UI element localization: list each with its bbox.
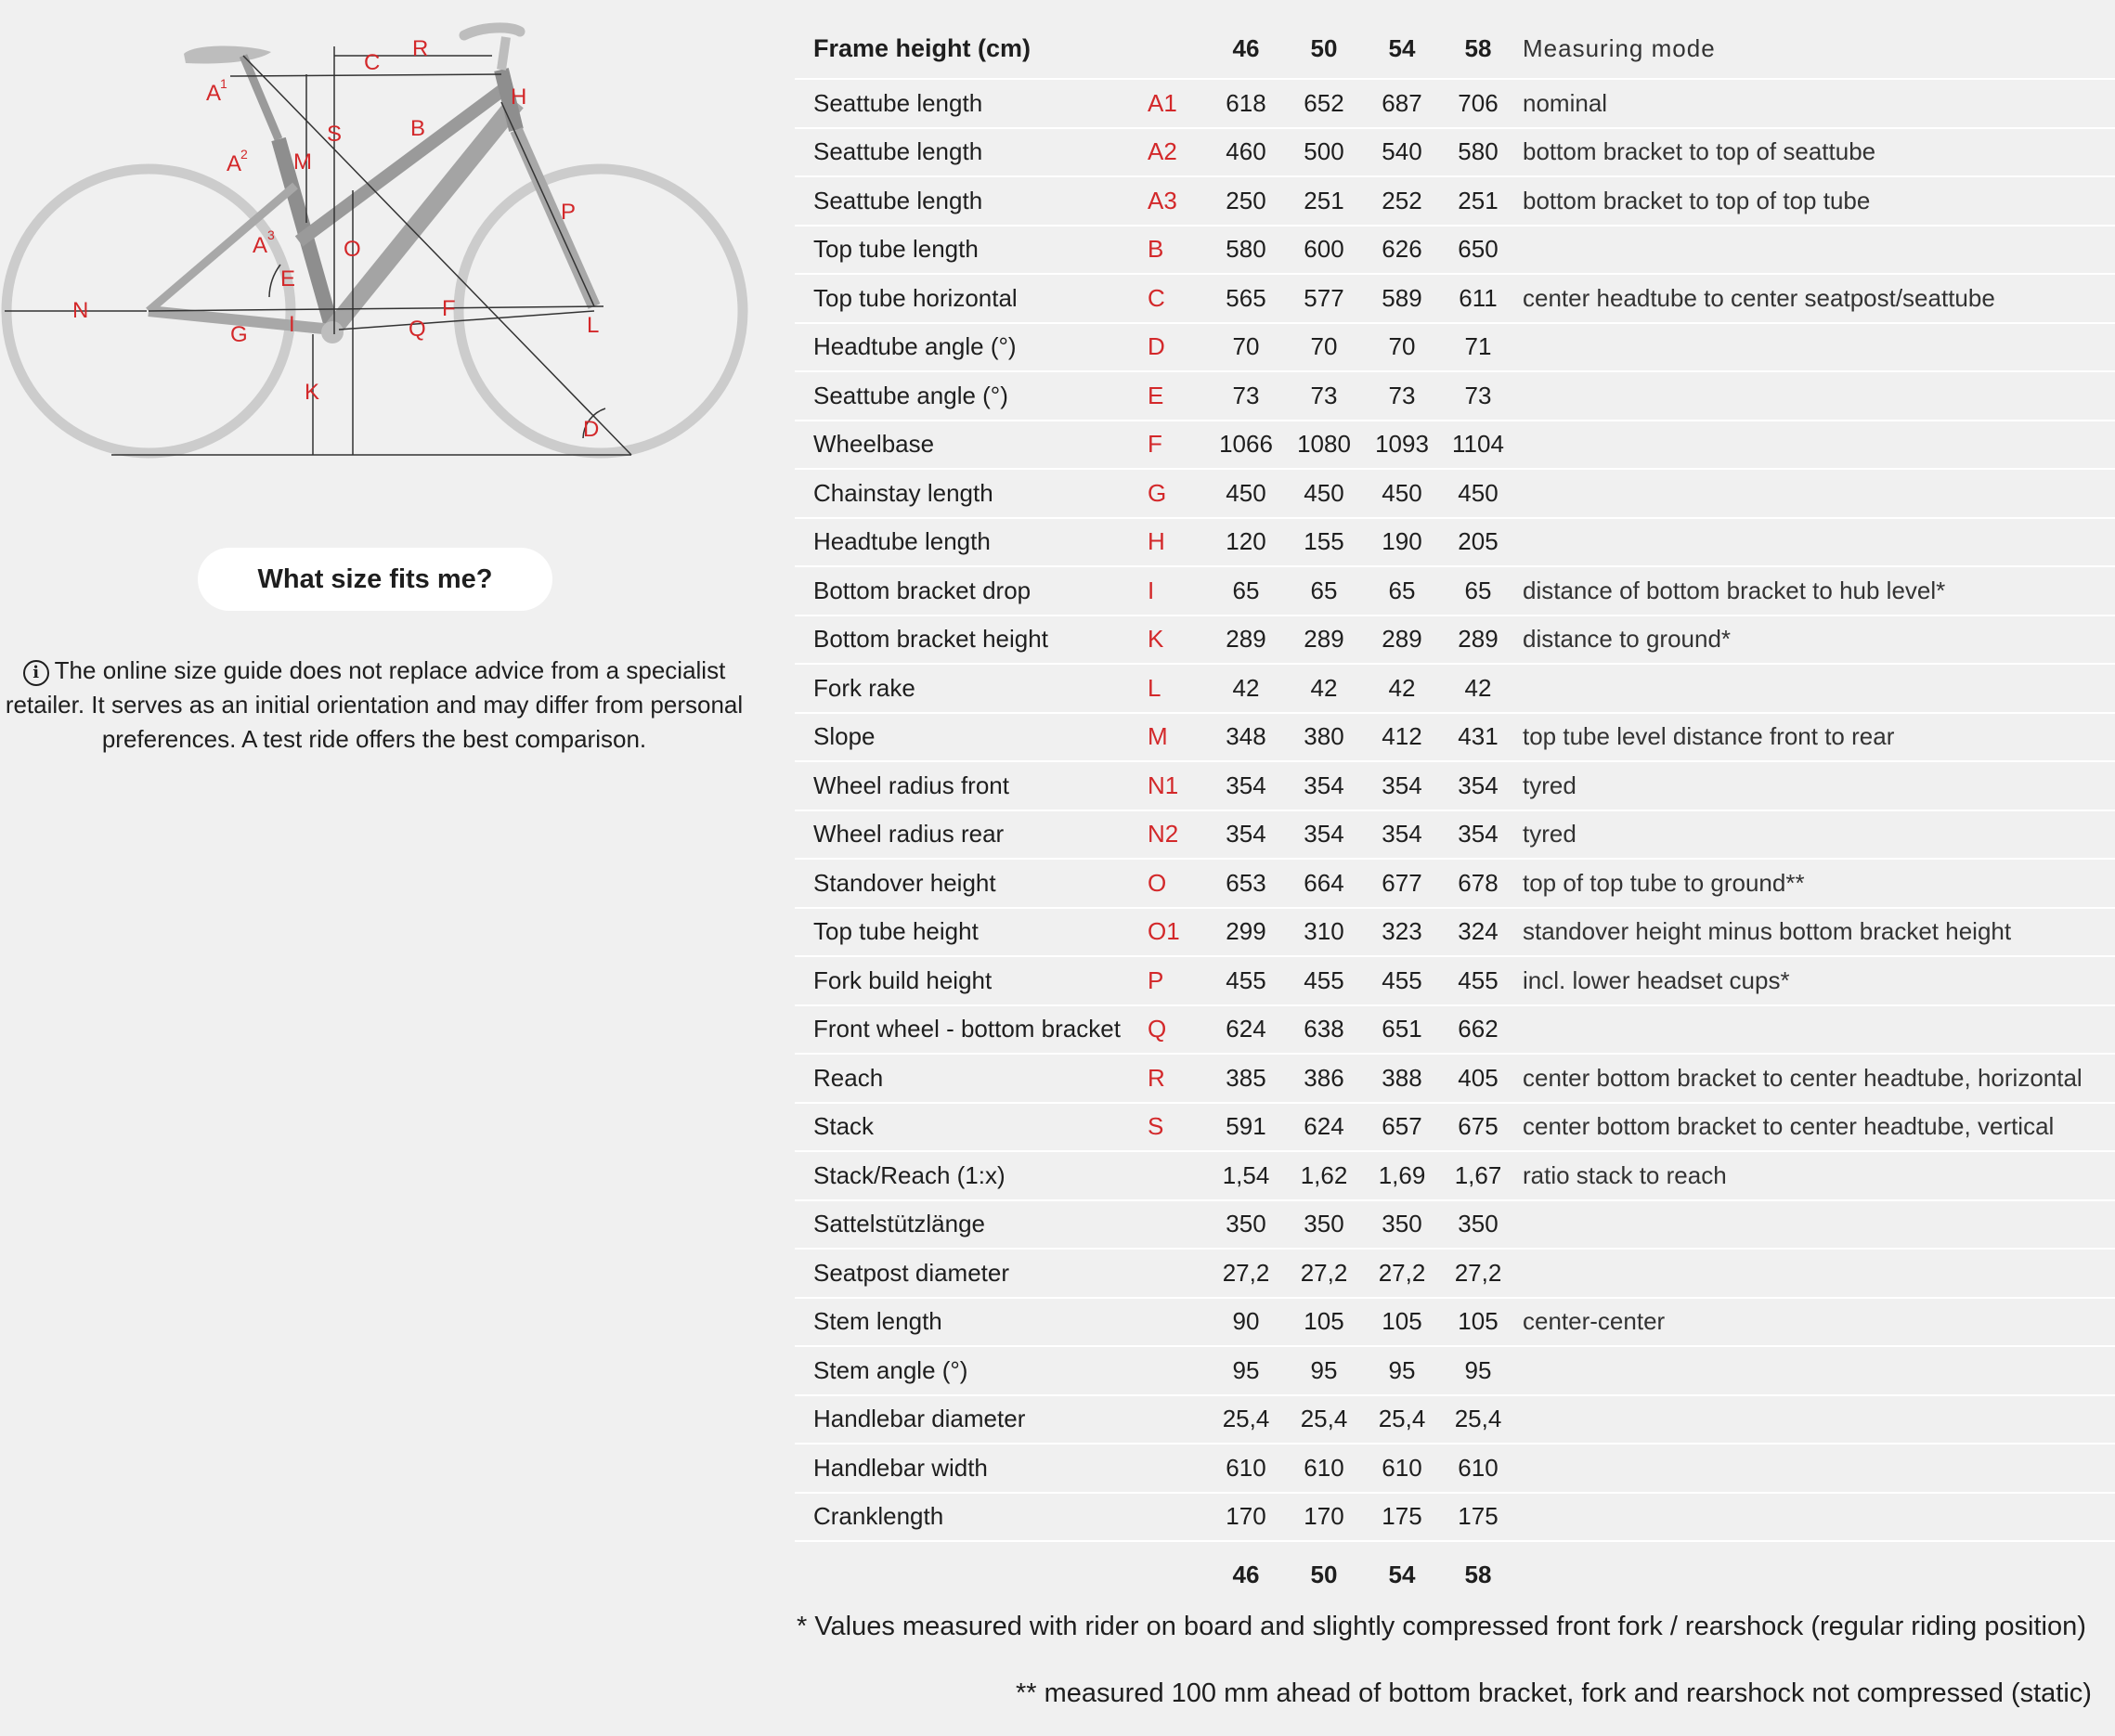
row-mode: tyred	[1515, 810, 2115, 860]
row-value: 120	[1207, 518, 1285, 567]
table-row	[795, 323, 2115, 372]
row-value: 324	[1441, 908, 1515, 957]
row-value: 42	[1363, 664, 1441, 713]
row-mode: center bottom bracket to center headtube, vertical	[1515, 1103, 2115, 1152]
row-value: 565	[1207, 274, 1285, 323]
row-code	[1148, 1298, 1207, 1347]
table-row	[795, 1249, 2115, 1298]
row-value: 289	[1363, 615, 1441, 665]
diagram-label: N	[72, 298, 89, 323]
size-footer: 50	[1285, 1541, 1363, 1607]
row-label: Fork build height	[795, 956, 1148, 1005]
row-value: 175	[1363, 1493, 1441, 1542]
row-value: 27,2	[1207, 1249, 1285, 1298]
row-value: 455	[1363, 956, 1441, 1005]
size-header: 46	[1232, 33, 1260, 62]
row-value: 1,62	[1285, 1151, 1363, 1200]
table-row	[795, 859, 2115, 908]
size-footer: 58	[1441, 1541, 1515, 1607]
row-value: 388	[1363, 1054, 1441, 1103]
row-value: 175	[1441, 1493, 1515, 1542]
diagram-label: M	[293, 149, 312, 175]
row-value: 105	[1363, 1298, 1441, 1347]
table-row	[795, 1054, 2115, 1103]
row-value: 1,69	[1363, 1151, 1441, 1200]
row-mode: bottom bracket to top of seattube	[1515, 128, 2115, 177]
row-code: E	[1148, 371, 1207, 421]
table-row	[795, 908, 2115, 957]
row-code	[1148, 1151, 1207, 1200]
row-value: 610	[1441, 1444, 1515, 1493]
row-mode	[1515, 226, 2115, 275]
diagram-label: 1	[220, 76, 227, 91]
row-code: G	[1148, 469, 1207, 518]
row-mode: distance to ground*	[1515, 615, 2115, 665]
row-value: 611	[1441, 274, 1515, 323]
row-value: 354	[1285, 810, 1363, 860]
row-mode	[1515, 1444, 2115, 1493]
row-code: L	[1148, 664, 1207, 713]
row-value: 354	[1207, 761, 1285, 810]
table-row	[795, 810, 2115, 860]
row-value: 289	[1207, 615, 1285, 665]
table-row	[795, 664, 2115, 713]
row-value: 252	[1363, 176, 1441, 226]
diagram-label: R	[412, 36, 429, 61]
geometry-table-header	[795, 19, 2115, 79]
row-value: 455	[1285, 956, 1363, 1005]
diagram-labels	[72, 36, 599, 442]
row-value: 626	[1363, 226, 1441, 275]
bike-geometry-diagram	[0, 0, 752, 473]
measuring-mode-header: Measuring mode	[1523, 33, 1716, 62]
row-code: A3	[1148, 176, 1207, 226]
table-row	[795, 761, 2115, 810]
row-label: Wheel radius front	[795, 761, 1148, 810]
diagram-label: A	[206, 81, 222, 106]
size-fit-button[interactable]: What size fits me?	[198, 548, 552, 611]
row-value: 354	[1363, 761, 1441, 810]
row-value: 450	[1285, 469, 1363, 518]
row-value: 65	[1441, 566, 1515, 615]
row-label: Top tube length	[795, 226, 1148, 275]
row-label: Seattube angle (°)	[795, 371, 1148, 421]
row-value: 412	[1363, 713, 1441, 762]
row-value: 170	[1207, 1493, 1285, 1542]
size-footer: 54	[1363, 1541, 1441, 1607]
row-mode	[1515, 1395, 2115, 1445]
row-value: 500	[1285, 128, 1363, 177]
table-row	[795, 226, 2115, 275]
row-value: 65	[1285, 566, 1363, 615]
row-value: 638	[1285, 1005, 1363, 1055]
row-value: 70	[1207, 323, 1285, 372]
table-row	[795, 566, 2115, 615]
geometry-table-footer	[795, 1541, 2115, 1607]
diagram-label: P	[561, 200, 577, 225]
row-value: 289	[1441, 615, 1515, 665]
row-value: 455	[1441, 956, 1515, 1005]
row-mode	[1515, 371, 2115, 421]
row-value: 71	[1441, 323, 1515, 372]
diagram-label: E	[280, 266, 296, 291]
row-value: 73	[1285, 371, 1363, 421]
row-value: 250	[1207, 176, 1285, 226]
bike-frame-drawing	[5, 28, 743, 455]
row-label: Top tube horizontal	[795, 274, 1148, 323]
row-mode: tyred	[1515, 761, 2115, 810]
row-value: 650	[1441, 226, 1515, 275]
row-code: N1	[1148, 761, 1207, 810]
row-code: H	[1148, 518, 1207, 567]
row-label: Bottom bracket height	[795, 615, 1148, 665]
diagram-label: S	[327, 122, 343, 147]
size-header: 54	[1388, 33, 1416, 62]
row-value: 591	[1207, 1103, 1285, 1152]
row-value: 678	[1441, 859, 1515, 908]
table-row	[795, 1395, 2115, 1445]
row-value: 354	[1207, 810, 1285, 860]
diagram-label: 2	[240, 147, 248, 162]
row-mode: bottom bracket to top of top tube	[1515, 176, 2115, 226]
diagram-label: 3	[267, 227, 275, 242]
row-value: 386	[1285, 1054, 1363, 1103]
row-value: 95	[1207, 1346, 1285, 1395]
row-value: 405	[1441, 1054, 1515, 1103]
row-value: 455	[1207, 956, 1285, 1005]
row-code	[1148, 1346, 1207, 1395]
row-label: Seatpost diameter	[795, 1249, 1148, 1298]
diagram-label: B	[410, 116, 426, 141]
row-code	[1148, 1395, 1207, 1445]
row-code: A2	[1148, 128, 1207, 177]
row-mode: center bottom bracket to center headtube, horizontal	[1515, 1054, 2115, 1103]
row-value: 580	[1441, 128, 1515, 177]
row-value: 27,2	[1363, 1249, 1441, 1298]
row-value: 350	[1285, 1200, 1363, 1250]
table-row	[795, 1103, 2115, 1152]
row-label: Stack/Reach (1:x)	[795, 1151, 1148, 1200]
row-code: P	[1148, 956, 1207, 1005]
row-value: 95	[1285, 1346, 1363, 1395]
row-value: 610	[1363, 1444, 1441, 1493]
diagram-label: L	[587, 313, 600, 338]
row-code: C	[1148, 274, 1207, 323]
row-value: 1093	[1363, 421, 1441, 470]
row-value: 431	[1441, 713, 1515, 762]
row-label: Seattube length	[795, 128, 1148, 177]
row-value: 205	[1441, 518, 1515, 567]
row-label: Handlebar width	[795, 1444, 1148, 1493]
geometry-table-body	[795, 79, 2115, 1541]
row-label: Top tube height	[795, 908, 1148, 957]
row-value: 600	[1285, 226, 1363, 275]
row-value: 450	[1441, 469, 1515, 518]
row-value: 27,2	[1285, 1249, 1363, 1298]
table-row	[795, 713, 2115, 762]
row-value: 687	[1363, 79, 1441, 128]
row-mode	[1515, 421, 2115, 470]
row-value: 348	[1207, 713, 1285, 762]
row-value: 105	[1441, 1298, 1515, 1347]
table-row	[795, 1005, 2115, 1055]
row-value: 354	[1441, 810, 1515, 860]
frame-height-header: Frame height (cm)	[813, 33, 1032, 62]
row-code: O1	[1148, 908, 1207, 957]
row-code: F	[1148, 421, 1207, 470]
row-code: O	[1148, 859, 1207, 908]
row-label: Wheelbase	[795, 421, 1148, 470]
row-mode: center-center	[1515, 1298, 2115, 1347]
row-value: 540	[1363, 128, 1441, 177]
table-row	[795, 956, 2115, 1005]
table-row	[795, 1200, 2115, 1250]
row-value: 70	[1363, 323, 1441, 372]
handlebar	[464, 28, 520, 35]
table-row	[795, 274, 2115, 323]
row-label: Wheel radius rear	[795, 810, 1148, 860]
row-value: 662	[1441, 1005, 1515, 1055]
row-value: 251	[1441, 176, 1515, 226]
table-row	[795, 1298, 2115, 1347]
table-row	[795, 1346, 2115, 1395]
row-label: Sattelstützlänge	[795, 1200, 1148, 1250]
row-mode	[1515, 1200, 2115, 1250]
row-value: 299	[1207, 908, 1285, 957]
row-value: 354	[1441, 761, 1515, 810]
size-header: 58	[1464, 33, 1492, 62]
row-label: Front wheel - bottom bracket	[795, 1005, 1148, 1055]
row-value: 350	[1363, 1200, 1441, 1250]
row-code: N2	[1148, 810, 1207, 860]
row-value: 460	[1207, 128, 1285, 177]
size-guide-notice	[0, 654, 748, 757]
row-mode: top tube level distance front to rear	[1515, 713, 2115, 762]
diagram-label: C	[364, 50, 381, 75]
row-value: 25,4	[1363, 1395, 1441, 1445]
row-value: 651	[1363, 1005, 1441, 1055]
table-row	[795, 79, 2115, 128]
row-value: 450	[1207, 469, 1285, 518]
row-mode	[1515, 1249, 2115, 1298]
row-label: Headtube length	[795, 518, 1148, 567]
row-value: 73	[1363, 371, 1441, 421]
row-code	[1148, 1493, 1207, 1542]
row-value: 1080	[1285, 421, 1363, 470]
row-mode: nominal	[1515, 79, 2115, 128]
row-mode	[1515, 1493, 2115, 1542]
row-value: 610	[1207, 1444, 1285, 1493]
row-value: 310	[1285, 908, 1363, 957]
row-label: Headtube angle (°)	[795, 323, 1148, 372]
geometry-table	[795, 19, 2115, 1607]
row-value: 610	[1285, 1444, 1363, 1493]
row-label: Chainstay length	[795, 469, 1148, 518]
row-value: 1,67	[1441, 1151, 1515, 1200]
row-value: 624	[1285, 1103, 1363, 1152]
table-row	[795, 1444, 2115, 1493]
row-code	[1148, 1200, 1207, 1250]
row-mode: incl. lower headset cups*	[1515, 956, 2115, 1005]
diagram-label: Q	[409, 317, 426, 342]
row-value: 42	[1285, 664, 1363, 713]
row-value: 385	[1207, 1054, 1285, 1103]
saddle	[184, 46, 271, 64]
row-value: 25,4	[1207, 1395, 1285, 1445]
row-value: 65	[1207, 566, 1285, 615]
row-value: 323	[1363, 908, 1441, 957]
row-mode: ratio stack to reach	[1515, 1151, 2115, 1200]
row-value: 95	[1363, 1346, 1441, 1395]
stem	[501, 37, 506, 70]
diagram-label: A	[227, 151, 242, 176]
diagram-label: G	[230, 322, 248, 347]
row-value: 73	[1441, 371, 1515, 421]
info-icon: i	[23, 660, 49, 686]
table-row	[795, 128, 2115, 177]
row-value: 190	[1363, 518, 1441, 567]
row-value: 664	[1285, 859, 1363, 908]
row-value: 350	[1441, 1200, 1515, 1250]
diagram-label: I	[289, 312, 295, 337]
diagram-label: H	[511, 84, 527, 110]
row-mode: standover height minus bottom bracket height	[1515, 908, 2115, 957]
row-value: 677	[1363, 859, 1441, 908]
row-value: 65	[1363, 566, 1441, 615]
row-label: Seattube length	[795, 79, 1148, 128]
row-value: 42	[1441, 664, 1515, 713]
table-row	[795, 469, 2115, 518]
row-mode: distance of bottom bracket to hub level*	[1515, 566, 2115, 615]
size-footer: 46	[1207, 1541, 1285, 1607]
row-code: K	[1148, 615, 1207, 665]
diagram-label: K	[305, 380, 320, 405]
row-value: 1,54	[1207, 1151, 1285, 1200]
table-row	[795, 371, 2115, 421]
row-value: 706	[1441, 79, 1515, 128]
row-value: 95	[1441, 1346, 1515, 1395]
row-code: A1	[1148, 79, 1207, 128]
row-value: 27,2	[1441, 1249, 1515, 1298]
row-value: 73	[1207, 371, 1285, 421]
row-label: Stem angle (°)	[795, 1346, 1148, 1395]
row-mode: top of top tube to ground**	[1515, 859, 2115, 908]
row-value: 25,4	[1441, 1395, 1515, 1445]
row-value: 1104	[1441, 421, 1515, 470]
row-value: 380	[1285, 713, 1363, 762]
row-code: D	[1148, 323, 1207, 372]
row-mode: center headtube to center seatpost/seattube	[1515, 274, 2115, 323]
row-value: 105	[1285, 1298, 1363, 1347]
row-code: R	[1148, 1054, 1207, 1103]
row-value: 618	[1207, 79, 1285, 128]
row-label: Fork rake	[795, 664, 1148, 713]
row-value: 624	[1207, 1005, 1285, 1055]
row-value: 589	[1363, 274, 1441, 323]
table-row	[795, 1151, 2115, 1200]
footnote-rider-on-board: * Values measured with rider on board and slightly compressed front fork / rearshock (regular riding position)	[797, 1612, 2086, 1641]
row-value: 1066	[1207, 421, 1285, 470]
row-value: 42	[1207, 664, 1285, 713]
table-row	[795, 176, 2115, 226]
row-label: Slope	[795, 713, 1148, 762]
diagram-label: A	[253, 233, 268, 258]
diagram-label: O	[344, 237, 361, 262]
row-code: B	[1148, 226, 1207, 275]
row-mode	[1515, 1005, 2115, 1055]
row-value: 450	[1363, 469, 1441, 518]
row-code	[1148, 1444, 1207, 1493]
row-label: Stem length	[795, 1298, 1148, 1347]
row-mode	[1515, 469, 2115, 518]
row-code: S	[1148, 1103, 1207, 1152]
diagram-label: F	[442, 296, 456, 321]
row-value: 289	[1285, 615, 1363, 665]
row-value: 155	[1285, 518, 1363, 567]
row-code: I	[1148, 566, 1207, 615]
row-label: Handlebar diameter	[795, 1395, 1148, 1445]
row-value: 70	[1285, 323, 1363, 372]
row-code: M	[1148, 713, 1207, 762]
row-code	[1148, 1249, 1207, 1298]
row-value: 577	[1285, 274, 1363, 323]
row-value: 90	[1207, 1298, 1285, 1347]
diagram-label: D	[583, 417, 600, 442]
row-mode	[1515, 1346, 2115, 1395]
row-code: Q	[1148, 1005, 1207, 1055]
row-mode	[1515, 664, 2115, 713]
size-header: 50	[1310, 33, 1338, 62]
footnote-static-measure: ** measured 100 mm ahead of bottom bracket, fork and rearshock not compressed (static)	[1016, 1678, 2092, 1708]
table-row	[795, 615, 2115, 665]
row-label: Bottom bracket drop	[795, 566, 1148, 615]
row-label: Standover height	[795, 859, 1148, 908]
row-mode	[1515, 323, 2115, 372]
row-mode	[1515, 518, 2115, 567]
row-value: 354	[1285, 761, 1363, 810]
row-label: Seattube length	[795, 176, 1148, 226]
row-value: 25,4	[1285, 1395, 1363, 1445]
table-row	[795, 518, 2115, 567]
row-value: 652	[1285, 79, 1363, 128]
row-label: Reach	[795, 1054, 1148, 1103]
row-value: 170	[1285, 1493, 1363, 1542]
table-row	[795, 1493, 2115, 1542]
row-value: 657	[1363, 1103, 1441, 1152]
row-value: 580	[1207, 226, 1285, 275]
row-value: 653	[1207, 859, 1285, 908]
row-value: 251	[1285, 176, 1363, 226]
row-value: 675	[1441, 1103, 1515, 1152]
row-value: 354	[1363, 810, 1441, 860]
table-row	[795, 421, 2115, 470]
row-label: Cranklength	[795, 1493, 1148, 1542]
notice-text: The online size guide does not replace advice from a specialist retailer. It serves as an initial orientation and may differ from personal preferences. A test ride offers the best comparison.	[5, 656, 744, 753]
row-value: 350	[1207, 1200, 1285, 1250]
row-label: Stack	[795, 1103, 1148, 1152]
